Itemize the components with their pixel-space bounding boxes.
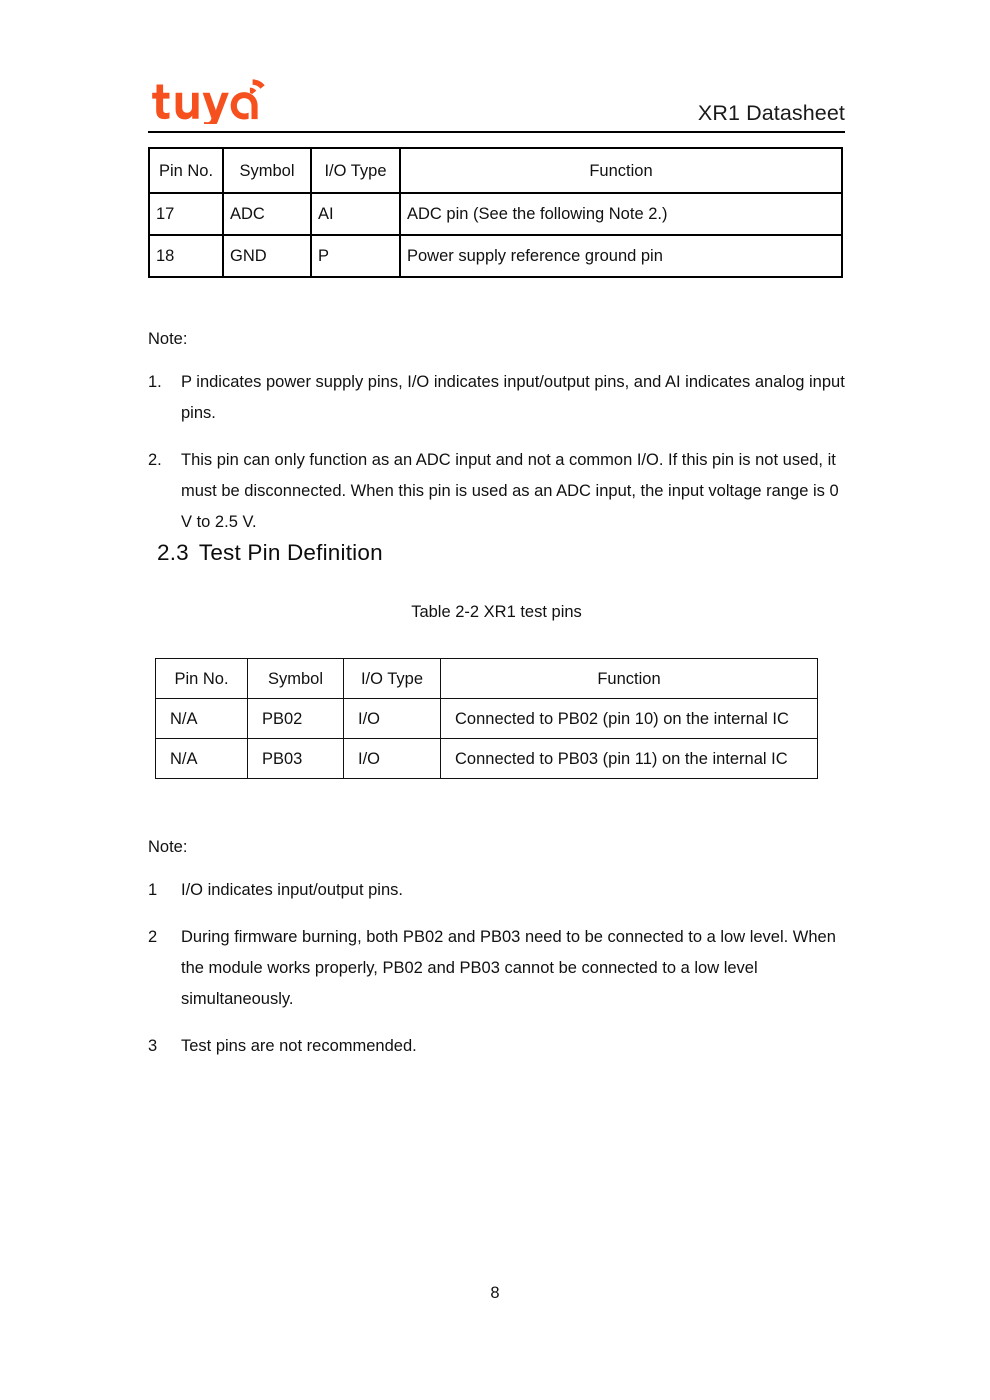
note-item bbox=[148, 445, 845, 538]
note-marker: 1. bbox=[148, 373, 162, 391]
table-row bbox=[149, 193, 842, 235]
page-header bbox=[148, 72, 845, 134]
column-header-function: Function bbox=[441, 659, 818, 699]
test-pin-table bbox=[155, 658, 817, 779]
cell-pin-no: N/A bbox=[156, 739, 248, 779]
cell-function: Power supply reference ground pin bbox=[400, 235, 842, 277]
section-heading bbox=[157, 538, 383, 568]
table-header-row bbox=[149, 148, 842, 193]
cell-function: ADC pin (See the following Note 2.) bbox=[400, 193, 842, 235]
pin-definition-table bbox=[148, 147, 841, 278]
note-text: During firmware burning, both PB02 and PB03 need to be connected to a low level. When the module works properly, PB02 and PB03 cannot be connected to a low level simultaneously. bbox=[181, 928, 836, 1008]
note-text: This pin can only function as an ADC input and not a common I/O. If this pin is not used, it must be disconnected. When this pin is used as an ADC input, the input voltage range is 0 V to 2.5 V. bbox=[181, 451, 839, 531]
table-header-row bbox=[156, 659, 818, 699]
note-text: Test pins are not recommended. bbox=[181, 1037, 417, 1055]
cell-symbol: ADC bbox=[223, 193, 311, 235]
cell-io-type: I/O bbox=[344, 739, 441, 779]
cell-function: Connected to PB02 (pin 10) on the internal IC bbox=[441, 699, 818, 739]
cell-pin-no: 18 bbox=[149, 235, 223, 277]
column-header-pin-no: Pin No. bbox=[156, 659, 248, 699]
cell-pin-no: 17 bbox=[149, 193, 223, 235]
cell-symbol: GND bbox=[223, 235, 311, 277]
note-marker: 2. bbox=[148, 451, 162, 469]
cell-io-type: I/O bbox=[344, 699, 441, 739]
section-title: Test Pin Definition bbox=[198, 540, 383, 565]
note-label: Note: bbox=[148, 838, 188, 856]
note-item bbox=[148, 922, 845, 1015]
table-caption: Table 2-2 XR1 test pins bbox=[411, 603, 582, 621]
column-header-io-type: I/O Type bbox=[344, 659, 441, 699]
tuya-logo bbox=[148, 78, 266, 124]
note-marker: 1 bbox=[148, 881, 158, 899]
note-marker: 2 bbox=[148, 928, 158, 946]
table-row bbox=[156, 699, 818, 739]
note-item bbox=[148, 875, 845, 906]
column-header-io-type: I/O Type bbox=[311, 148, 400, 193]
document-title: XR1 Datasheet bbox=[697, 101, 845, 125]
header-divider bbox=[148, 131, 845, 133]
cell-pin-no: N/A bbox=[156, 699, 248, 739]
section-number: 2.3 bbox=[157, 540, 189, 565]
cell-io-type: AI bbox=[311, 193, 400, 235]
note-text: I/O indicates input/output pins. bbox=[181, 881, 403, 899]
table-row bbox=[156, 739, 818, 779]
page-number: 8 bbox=[490, 1284, 500, 1302]
note-text: P indicates power supply pins, I/O indicates input/output pins, and AI indicates analog input pins. bbox=[181, 373, 845, 422]
note-item bbox=[148, 367, 845, 429]
column-header-symbol: Symbol bbox=[223, 148, 311, 193]
note-block-pin-definition bbox=[148, 327, 845, 538]
column-header-function: Function bbox=[400, 148, 842, 193]
cell-io-type: P bbox=[311, 235, 400, 277]
cell-symbol: PB02 bbox=[248, 699, 344, 739]
column-header-pin-no: Pin No. bbox=[149, 148, 223, 193]
cell-symbol: PB03 bbox=[248, 739, 344, 779]
note-item bbox=[148, 1031, 845, 1062]
note-label: Note: bbox=[148, 330, 188, 348]
column-header-symbol: Symbol bbox=[248, 659, 344, 699]
table-row bbox=[149, 235, 842, 277]
note-block-test-pin bbox=[148, 835, 845, 1062]
note-marker: 3 bbox=[148, 1037, 158, 1055]
cell-function: Connected to PB03 (pin 11) on the internal IC bbox=[441, 739, 818, 779]
